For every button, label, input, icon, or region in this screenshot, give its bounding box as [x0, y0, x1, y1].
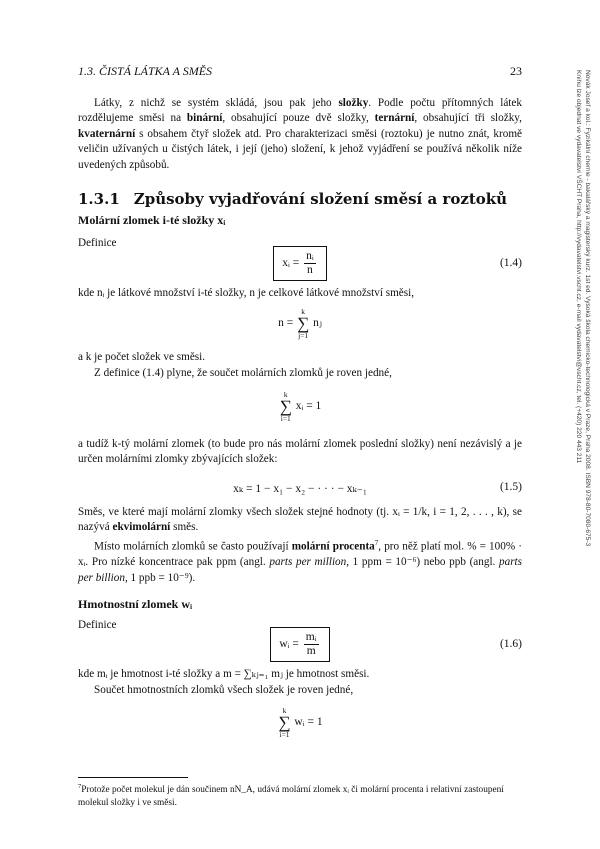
sum-symbol: k ∑ i=1 [278, 706, 291, 739]
equation-label-1-5: (1.5) [499, 481, 522, 493]
eq16-fraction [304, 631, 319, 658]
misto-text-3: , 1 ppm = 10⁻⁶) nebo ppb (angl. [346, 556, 499, 569]
misto-text-2: , pro něž platí mol. % = 100% · xᵢ. Pro nízké koncentrace pak ppm (angl. [78, 540, 523, 569]
sidebar-line-2: Knihu lze objednat ve vydavatelství VŠCHT Praha, http://vydavatelstvi.vscht.cz, e-mail vydavatelstvi@vscht.cz, tel. (+420) 220 443 211 [575, 70, 582, 464]
eq14-denominator: n [307, 264, 313, 276]
sidebar-line-1: Novák Josef a kol.: Fyzikální chemie - bakalářský a magisterský kurz. 1st ed. Vysoká škola chemicko-technologická v Praze, Praha 2008. ISBN 978-80-7080-675-3 [584, 70, 591, 547]
molar-tudiz-text: a tudíž k-tý molární zlomek (to bude pro nás molární zlomek poslední složky) není nezávislý a je určen molárními zlomky zbývajících složek: [78, 438, 522, 466]
mass-soucet-text: Součet hmotnostních zlomků všech složek je roven jedné, [94, 684, 354, 696]
eqw-rhs: wᵢ = 1 [294, 716, 323, 729]
molar-percent-paragraph [78, 536, 522, 586]
equation-w-sum [78, 706, 522, 739]
section-heading [78, 190, 507, 208]
equation-box [270, 627, 329, 662]
molar-ak-text: a k je počet složek ve směsi. [78, 351, 206, 363]
sidebar-rotated-text [574, 70, 592, 710]
eqx-rhs: xᵢ = 1 [295, 400, 322, 413]
molar-kde-text: kde nᵢ je látkové množství i-té složky, n je celkové látkové množství směsi, [78, 287, 415, 299]
intro-paragraph [78, 96, 522, 173]
term-ppm: parts per million [269, 556, 347, 569]
eq14-fraction [304, 250, 316, 277]
ekvimolarni-paragraph [78, 505, 522, 536]
intro-text-5: s obsahem čtyř složek atd. Pro charakterizaci směsi (roztoku) je nutno znát, kromě veličin užívaných u čistých látek, i její (jeho) složení, k jehož vyjádření se používá několik níže uvedených způsobů. [78, 127, 522, 171]
section-number: 1.3.1 [78, 190, 120, 208]
section-title: Způsoby vyjadřování složení směsí a roztoků [133, 190, 508, 208]
misto-text-4: , 1 ppb = 10⁻⁹). [124, 571, 196, 584]
term-kvaternarni: kvaternární [78, 127, 136, 140]
eq14-lhs: xᵢ = [282, 257, 300, 270]
term-molarni-procenta: molární procenta [291, 540, 375, 553]
sum-symbol: k ∑ i=1 [279, 390, 292, 423]
equation-label-1-4: (1.4) [499, 257, 522, 269]
equation-n-sum [78, 307, 522, 340]
molar-zdef-text: Z definice (1.4) plyne, že součet molárních zlomků je roven jedné, [94, 367, 392, 379]
intro-text-3: , obsahující pouze dvě složky, [222, 112, 375, 125]
intro-text-4: , obsahující tři složky, [414, 112, 522, 125]
page-number: 23 [510, 64, 522, 78]
sum-lower-limit: i=1 [279, 730, 290, 739]
molar-fraction-heading: Molární zlomek i-té složky xᵢ [78, 213, 226, 227]
equation-1-4 [78, 246, 522, 281]
intro-text-2: . Podle počtu přítomných látek rozdělujeme směsi na [78, 97, 522, 125]
eq14-numerator: nᵢ [306, 250, 314, 262]
equation-box [273, 246, 327, 281]
mass-definice-label: Definice [78, 619, 117, 631]
term-slozky: složky [338, 97, 369, 109]
running-head-section: 1.3. ČISTÁ LÁTKA A SMĚS [78, 64, 213, 78]
sum-upper-limit: k [301, 307, 306, 316]
term-ppb: parts per billion [78, 556, 523, 584]
sum-upper-limit: k [283, 390, 288, 399]
running-head [78, 64, 522, 79]
sum-lower-limit: j=1 [298, 331, 309, 340]
eq16-denominator: m [306, 645, 316, 657]
intro-text-1: Látky, z nichž se systém skládá, jsou pak jeho [94, 97, 339, 109]
molar-definice-label: Definice [78, 237, 117, 249]
sum-upper-limit: k [282, 706, 287, 715]
misto-text-1: Místo molárních zlomků se často používají [94, 540, 292, 553]
publisher-sidebar [566, 70, 592, 710]
footnote-text: Protože počet molekul je dán součinem nN_A, udává molární zlomek xᵢ či molární procenta i relativní zastoupení molekul složky i ve směsi. [78, 785, 504, 808]
footnote [78, 781, 522, 809]
term-binarni: binární [186, 112, 223, 125]
mass-kde-text: kde mᵢ je hmotnost i-té složky a m = ∑ₖⱼ₌₁ mⱼ je hmotnost směsi. [78, 668, 370, 680]
term-ternarni: ternární [374, 112, 415, 125]
term-ekvimolarni: ekvimolární [112, 521, 171, 534]
equation-x-sum [78, 390, 522, 423]
eq16-numerator: mᵢ [305, 631, 317, 643]
smes-text-1: Směs, ve které mají molární zlomky všech složek stejné hodnoty (tj. xᵢ = 1/k, i = 1, 2, . . . , k), se nazývá [78, 506, 522, 534]
equation-1-6 [78, 627, 522, 662]
smes-text-2: směs. [170, 521, 199, 534]
eqn-lhs: n = [278, 317, 294, 330]
footnote-mark: 7 [78, 783, 82, 790]
sum-lower-limit: i=1 [280, 414, 291, 423]
eq16-lhs: wᵢ = [279, 638, 299, 651]
footnote-marker: 7 [374, 539, 379, 547]
mass-fraction-heading: Hmotnostní zlomek wᵢ [78, 597, 193, 611]
footnote-rule [78, 777, 188, 778]
eqn-rhs: nⱼ [313, 317, 322, 330]
equation-label-1-6: (1.6) [499, 638, 522, 650]
equation-1-5: xₖ = 1 − x₁ − x₂ − · · · − xₖ₋₁ [233, 483, 367, 495]
sum-symbol: k ∑ j=1 [297, 307, 310, 340]
